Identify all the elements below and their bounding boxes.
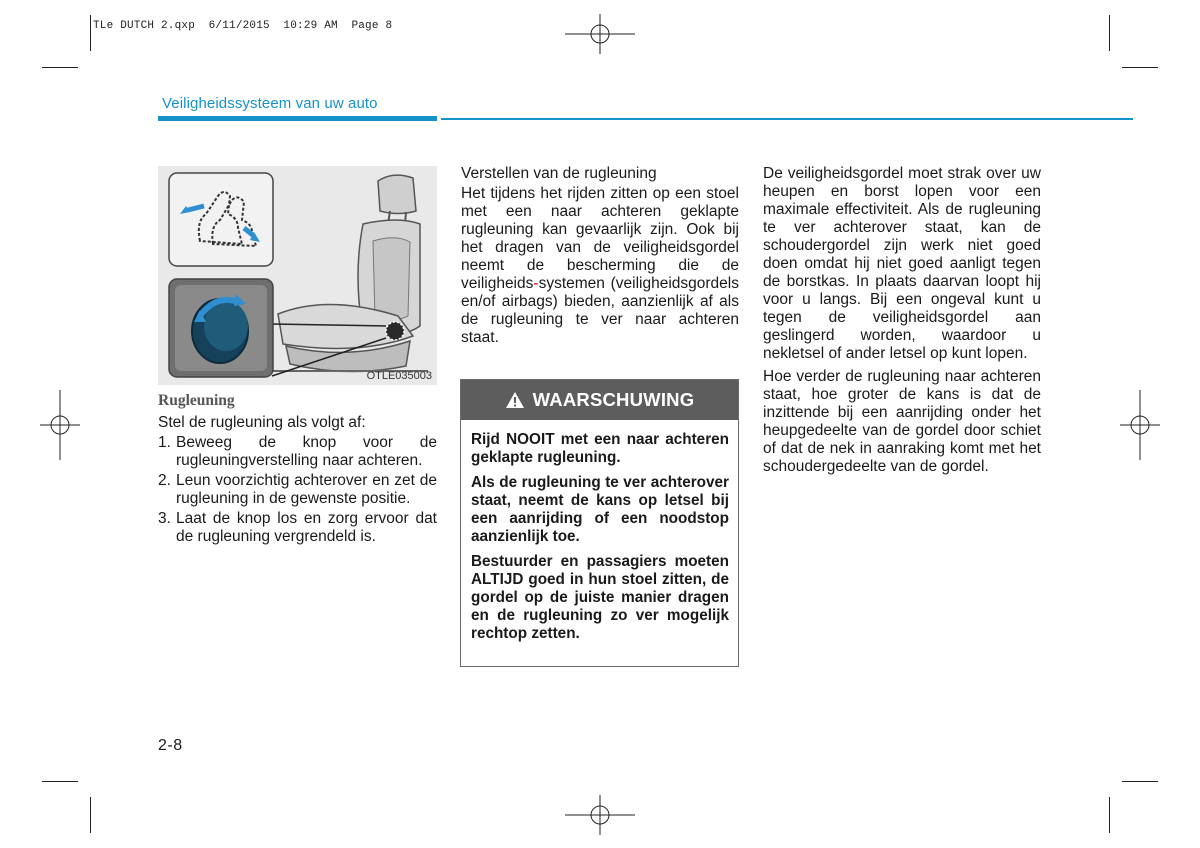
step-text: Beweeg de knop voor de rugleuningverstelling naar achteren. (176, 434, 437, 469)
middle-body (461, 185, 739, 347)
registration-mark-bottom (565, 795, 635, 835)
middle-body-part1: Het tijdens het rijden zitten op een stoel met een naar achteren geklapte rugleuning kan gevaarlijk zijn. Ook bij het dragen van de veiligheidsgordel neemt de bescherming die de veiligheids (461, 185, 739, 292)
registration-mark-top (565, 14, 635, 54)
subheading-rugleuning: Rugleuning (158, 392, 235, 409)
seat-figure (158, 166, 437, 385)
figure-code: OTLE035003 (366, 370, 432, 382)
list-item (158, 510, 437, 546)
warning-body (461, 420, 738, 643)
left-column (158, 392, 437, 546)
middle-body-part2: systemen (veiligheidsgordels en/of airbags) bieden, aanzienlijk af als de rugleuning te ver naar achteren staat. (461, 275, 739, 346)
hyphen-mark: - (533, 275, 539, 292)
step-text: Laat de knop los en zorg ervoor dat de rugleuning vergrendeld is. (176, 510, 437, 545)
print-slug: TLe DUTCH 2.qxp 6/11/2015 10:29 AM Page 8 (93, 20, 393, 32)
step-text: Leun voorzichtig achterover en zet de rugleuning in de gewenste positie. (176, 472, 437, 507)
warning-paragraph: Rijd NOOIT met een naar achteren geklapte rugleuning. (471, 431, 729, 466)
right-paragraph-2: Hoe verder de rugleuning naar achteren staat, hoe groter de kans is dat de inzittende bij een aanrijding onder het heupgedeelte van de gordel door schiet of dat de nek in aanraking komt met het schoudergedeelte van de gordel. (763, 368, 1041, 475)
registration-mark-left (40, 390, 80, 460)
warning-header (461, 380, 738, 420)
header-rule-thin (441, 118, 1133, 120)
crop-mark (1122, 67, 1158, 68)
crop-mark (90, 797, 91, 833)
warning-title: WAARSCHUWING (532, 389, 695, 410)
list-item (158, 434, 437, 470)
warning-paragraph: Als de rugleuning te ver achterover staat, neemt de kans op letsel bij een aanrijding of een noodstop aanzienlijk toe. (471, 474, 729, 545)
warning-triangle-icon (505, 391, 525, 409)
header-rule-thick (158, 116, 437, 121)
crop-mark (42, 67, 78, 68)
step-number: 3. (158, 510, 171, 527)
list-item (158, 472, 437, 508)
right-column (763, 165, 1041, 476)
warning-box (460, 379, 739, 667)
step-number: 1. (158, 434, 171, 451)
registration-mark-right (1120, 390, 1160, 460)
middle-heading: Verstellen van de rugleuning (461, 165, 657, 182)
right-paragraph-1: De veiligheidsgordel moet strak over uw heupen en borst lopen voor een maximale effectiviteit. Als de rugleuning te ver achterover staat, kan de schoudergordel zijn werk niet goed doen omdat hij niet goed aanligt tegen de borstkas. In plaats daarvan loopt hij voor u langs. Bij een ongeval kunt u tegen de veiligheidsgordel aan geslingerd worden, waardoor u nekletsel of ander letsel op kunt lopen. (763, 165, 1041, 362)
page-number: 2-8 (158, 737, 183, 754)
crop-mark (1109, 797, 1110, 833)
crop-mark (42, 781, 78, 782)
crop-mark (90, 15, 91, 51)
warning-paragraph: Bestuurder en passagiers moeten ALTIJD goed in hun stoel zitten, de gordel op de juiste manier dragen en de rugleuning zo ver mogelijk rechtop zetten. (471, 553, 729, 642)
intro-text: Stel de rugleuning als volgt af: (158, 414, 366, 431)
crop-mark (1122, 781, 1158, 782)
crop-mark (1109, 15, 1110, 51)
middle-column (461, 165, 739, 347)
step-number: 2. (158, 472, 171, 489)
car-seat-illustration (158, 166, 437, 385)
section-title: Veiligheidssysteem van uw auto (162, 95, 378, 112)
